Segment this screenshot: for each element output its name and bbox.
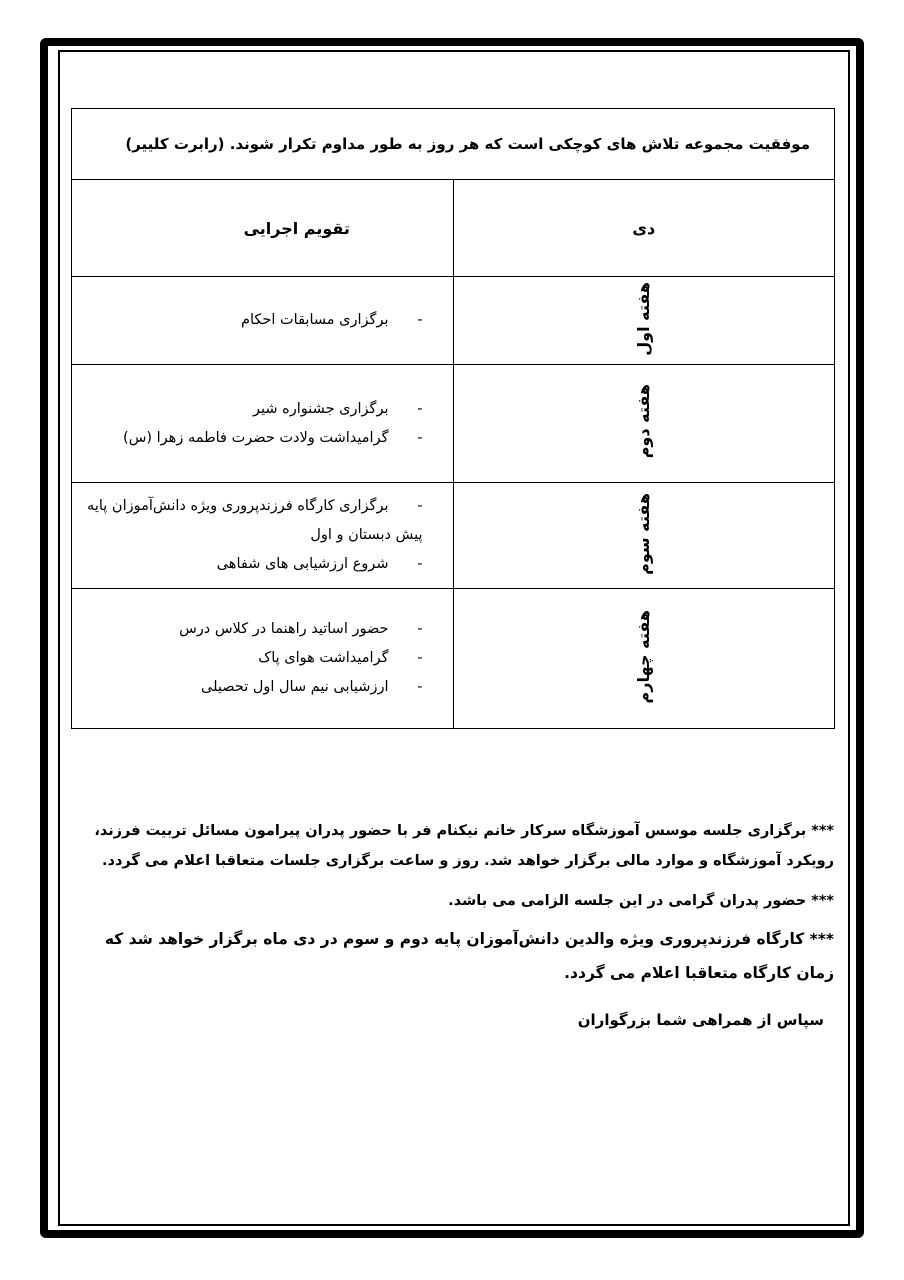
week-items-cell bbox=[72, 277, 454, 365]
week-items-list bbox=[80, 492, 423, 579]
week-items-list bbox=[80, 306, 423, 335]
week-row bbox=[72, 277, 835, 365]
note-paragraph: *** برگزاری جلسه موسس آموزشگاه سرکار خانم نیکنام فر با حضور پدران پیرامون مسائل تربیت فرزند، رویکرد آموزشگاه و موارد مالی برگزار خواهد شد. روز و ساعت برگزاری جلسات متعاقبا اعلام می گردد. bbox=[94, 823, 834, 869]
week-items-cell bbox=[72, 483, 454, 589]
week-label-cell bbox=[453, 483, 835, 589]
week-row bbox=[72, 589, 835, 729]
list-item: -برگزاری جشنواره شیر bbox=[253, 400, 423, 417]
thanks-text: سپاس از همراهی شما بزرگواران bbox=[577, 1011, 824, 1029]
quote-text: موفقیت مجموعه تلاش های کوچکی است که هر روز به طور مداوم تکرار شوند. (رابرت کلییر) bbox=[72, 109, 835, 180]
notes-section bbox=[72, 816, 834, 1050]
week-items-list bbox=[80, 615, 423, 702]
week-items-cell bbox=[72, 589, 454, 729]
note-paragraph: *** کارگاه فرزندپروری ویژه والدین دانش‌آموزان پایه دوم و سوم در دی ماه برگزار خواهد شد که زمان کارگاه متعاقبا اعلام می گردد. bbox=[104, 930, 834, 982]
week-items-list bbox=[80, 395, 423, 453]
week-label: هفته چهارم bbox=[634, 609, 654, 704]
week-label-cell bbox=[453, 277, 835, 365]
list-item: -برگزاری مسابقات احکام bbox=[241, 312, 423, 328]
header-row bbox=[72, 180, 835, 277]
week-row bbox=[72, 365, 835, 483]
list-item: -برگزاری کارگاه فرزندپروری ویژه دانش‌آموزان پایه پیش دبستان و اول bbox=[87, 498, 423, 543]
list-item: -گرامیداشت هوای پاک bbox=[258, 650, 423, 666]
week-label-cell bbox=[453, 365, 835, 483]
note-paragraph: *** حضور پدران گرامی در این جلسه الزامی می باشد. bbox=[448, 893, 834, 909]
week-label-cell bbox=[453, 589, 835, 729]
week-label: هفته دوم bbox=[634, 384, 654, 459]
list-item: -گرامیداشت ولادت حضرت فاطمه زهرا (س) bbox=[123, 429, 423, 446]
list-item: -ارزشیابی نیم سال اول تحصیلی bbox=[201, 679, 423, 695]
quote-row bbox=[72, 109, 835, 180]
week-items-cell bbox=[72, 365, 454, 483]
week-label: هفته اول bbox=[634, 281, 654, 356]
week-row bbox=[72, 483, 835, 589]
list-item: -حضور اساتید راهنما در کلاس درس bbox=[179, 621, 423, 637]
month-header: دی bbox=[453, 180, 835, 277]
calendar-title-header: تقویم اجرایی bbox=[72, 180, 454, 277]
week-label: هفته سوم bbox=[634, 492, 654, 575]
executive-calendar-table bbox=[71, 108, 835, 729]
list-item: -شروع ارزشیابی های شفاهی bbox=[216, 556, 423, 572]
